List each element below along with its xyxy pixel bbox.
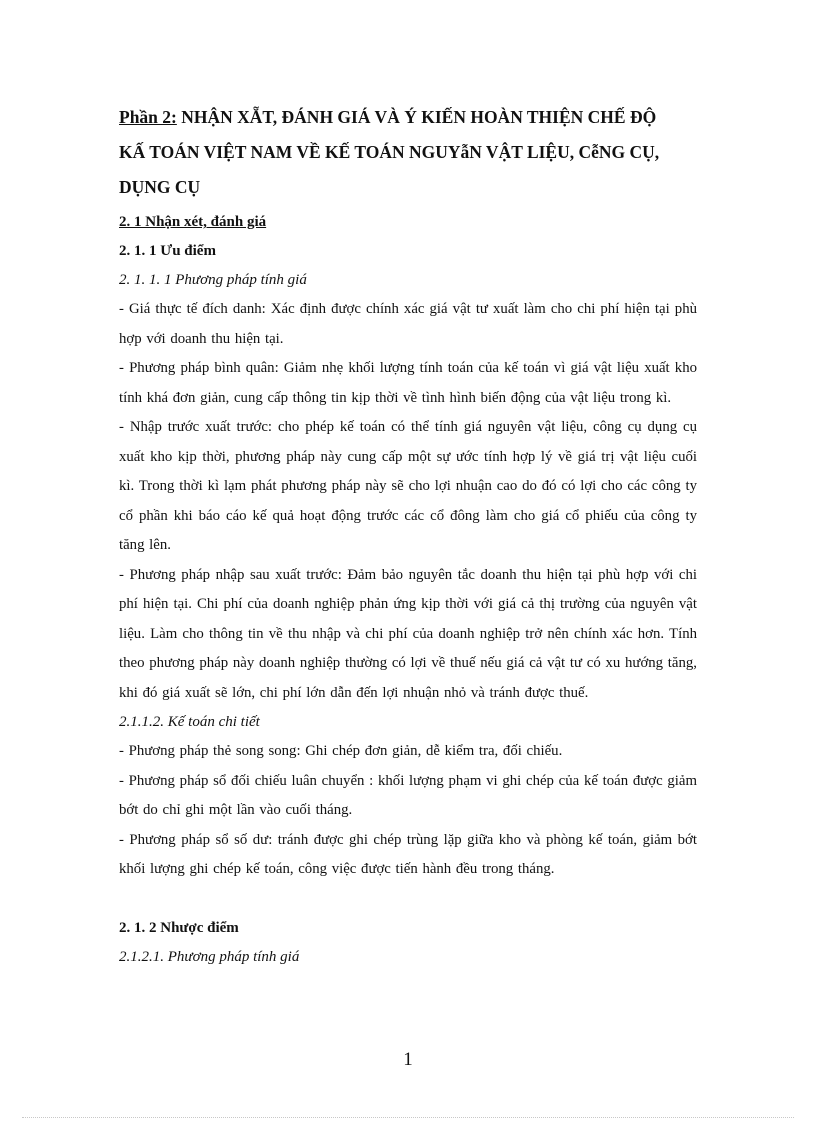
section-heading-2-1: 2. 1 Nhận xét, đánh giá — [119, 214, 267, 230]
page-content — [119, 100, 697, 972]
chapter-part-label: Phần 2: — [119, 107, 177, 127]
paragraph-balance-ledger: - Phương pháp sổ số dư: tránh được ghi chép trùng lặp giữa kho và phòng kế toán, giảm bớt khối lượng ghi chép kế toán, công việc được tiến hành đều trong tháng. — [119, 831, 697, 877]
page-bottom-divider — [22, 1117, 794, 1118]
paragraph-reconciliation-ledger: - Phương pháp sổ đối chiếu luân chuyển : khối lượng phạm vi ghi chép của kế toán được giảm bớt do chỉ ghi một lần vào cuối tháng. — [119, 772, 697, 818]
page-number: 1 — [403, 1049, 413, 1070]
chapter-title-line1: NHẬN XẴT, ĐÁNH GIÁ VÀ Ý KIẾN HOÀN THIỆN CHẾ ĐỘ — [176, 107, 657, 127]
subsection-heading-2-1-1-2: 2.1.1.2. Kế toán chi tiết — [119, 714, 260, 730]
subsection-heading-2-1-2-1: 2.1.2.1. Phương pháp tính giá — [119, 948, 300, 965]
chapter-title-line3: DỤNG CỤ — [119, 177, 201, 197]
subsection-heading-2-1-1-1: 2. 1. 1. 1 Phương pháp tính giá — [119, 272, 307, 288]
paragraph-lifo: - Phương pháp nhập sau xuất trước: Đảm bảo nguyên tắc doanh thu hiện tại phù hợp với chi phí hiện tại. Chi phí của doanh nghiệp phản ứng kịp thời với giá cả thị trường của nguyên vật liệu. Làm cho thông tin về thu nhập và chi phí của doanh nghiệp trở nên chính xác hơn. Tính theo phương pháp này doanh nghiệp thường có lợi về thuế nếu giá cả vật tư có xu hướng tăng, khi đó giá xuất sẽ lớn, chi phí lớn dẫn đến lợi nhuận nhỏ và tránh được thuế. — [119, 566, 697, 701]
paragraph-weighted-average: - Phương pháp bình quân: Giảm nhẹ khối lượng tính toán của kế toán vì giá vật liệu xuất kho tính khá đơn giản, cung cấp thông tin kịp thời về tình hình biến động của vật liệu trong kì. — [119, 360, 697, 406]
paragraph-specific-identification: - Giá thực tế đích danh: Xác định được chính xác giá vật tư xuất làm cho chi phí hiện tại phù hợp với doanh thu hiện tại. — [119, 301, 697, 347]
chapter-title-line2: KẤ TOÁN VIỆT NAM VỀ KẾ TOÁN NGUYẫN VẬT LIỆU, CễNG CỤ, — [119, 142, 660, 162]
spacer — [119, 885, 697, 914]
chapter-title — [119, 100, 697, 205]
paragraph-fifo: - Nhập trước xuất trước: cho phép kế toán có thể tính giá nguyên vật liệu, công cụ dụng cụ xuất kho kịp thời, phương pháp này cung cấp một sự ước tính hợp lý về giá trị vật liệu cuối kì. Trong thời kì lạm phát phương pháp này sẽ cho lợi nhuận cao do đó có lợi cho các công ty cổ phần khi báo cáo kế quả hoạt động trước các cổ đông làm cho giá cổ phiếu của công ty tăng lên. — [119, 419, 697, 553]
section-heading-2-1-2: 2. 1. 2 Nhược điểm — [119, 919, 239, 936]
paragraph-parallel-card: - Phương pháp thẻ song song: Ghi chép đơn giản, dễ kiểm tra, đối chiếu. — [119, 743, 563, 759]
section-heading-2-1-1: 2. 1. 1 Ưu điểm — [119, 243, 216, 259]
